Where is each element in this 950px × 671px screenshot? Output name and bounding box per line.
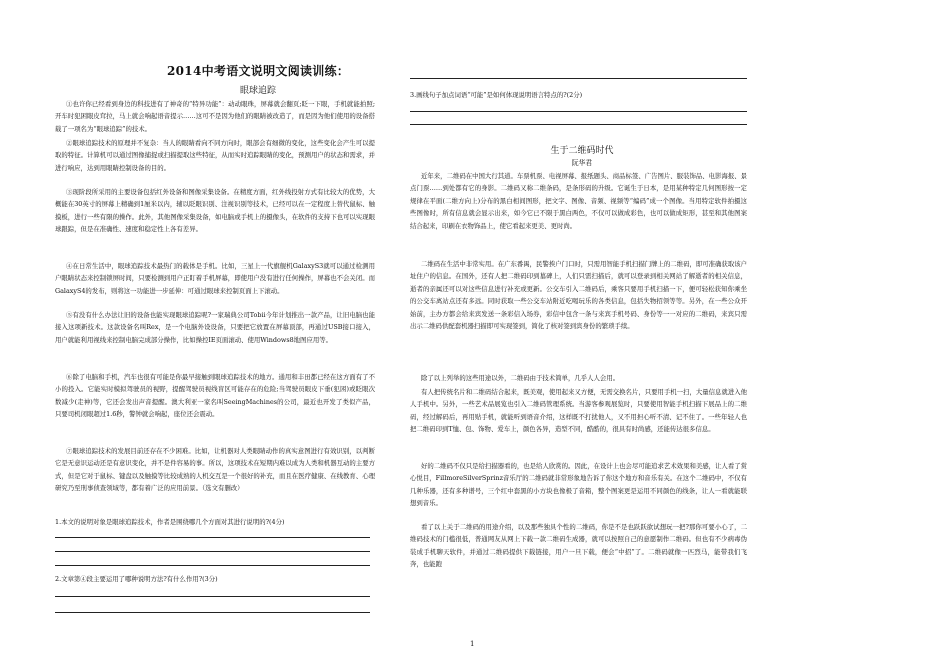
answer-line[interactable] — [55, 551, 370, 552]
article1-paragraph: ③现阶段所采用的主要设备包括红外设备和图像采集设备。在精度方面，红外线投射方式有比较大的优势，大概能在30英寸的屏幕上精确到1厘米以内，辅以眨眼识别、注视识别等技术，已经可以在一定程度上替代鼠标、触摸板，进行一些有限的操作。此外，其他图像采集设备，如电脑或手机上的摄像头，在软件的支持下也可以实现眼球跟踪，但是在准确性、速度和稳定性上各有差异。 — [55, 188, 375, 234]
answer-line[interactable] — [55, 537, 370, 538]
article2-paragraph: 有人把传统名片和二维码结合起来，既美观，使用起来又方便，无需交换名片，只要用手机一扫，大量信息就进入他人手机中。另外，一些艺术品展览也引入二维码管理系统。当游客参观展览时，只要使用智能手机扫描下展品上的二维码，经过解码后，再用贴手机，就能听到语音介绍，这样既不打扰他人，又不用担心听不清、记不住了。一些年轻人也把二维码印到T恤、包、饰物、爱车上，颜色各异，造型不同，酷酷的，很具有时尚感，还能传达很多信息。 — [410, 388, 747, 434]
page-number: 1 — [470, 640, 475, 648]
article2-paragraph: 近年来，二维码在中国大行其道。车票机票、电视屏幕、报纸题头、商品标签、广告图片、服装饰品、电影海报、景点门票……到处都有它的身影。二维码又称二维条码，是条形码的升级。它诞生于日本，是用某种特定几何图形按一定规律在平面(二维方向上)分布的黑白相间图形，把文字、图像、音频、视频等“编码”成一个图像。当用特定软件拍摄这些图像时，所有信息就会显示出来，如今它已不限于黑白两色，不仅可以做成彩色，也可以做成矩形，甚至和其他图案结合起来，印刷在衣物饰品上，使它看起来更美、更时尚。 — [410, 172, 747, 230]
article2-paragraph: 看了以上关于二维码的用途介绍，以及那些独具个性的二维码，你是不是也跃跃欲试想玩一把?那你可要小心了，二维码技术的门槛很低，普通网友从网上下载一款二维码生成器，就可以按照自己的意愿制作二维码。但也有不少病毒伪装成手机聊天软件，并通过二维码提供下载链接，用户一旦下载，便会“中招”了。二维码就像一匹烈马，能带我们飞奔，也能跑 — [410, 523, 747, 569]
article2-title: 生于二维码时代 — [550, 146, 614, 156]
article1-paragraph: ⑥除了电脑和手机，汽车也很有可能是你最早接触到眼球追踪技术的地方。通用和丰田都已经在这方面有了不小的投入。它能实时模拟驾驶员的视野，提醒驾驶员视线盲区可能存在的危险;当驾驶员眼皮下垂(犯困)或眨眼次数减少(走神)等，它还会发出声音提醒。澳大利亚一家名叫SeeingMachines的公司，最近也开发了类似产品，只要司机闭眼超过1.6秒，警钟就会响起，座位还会震动。 — [55, 373, 375, 419]
question-1: 1.本文的说明对象是眼球追踪技术，作者是围绕哪几个方面对其进行说明的?(4分) — [55, 518, 285, 526]
main-title: 2014中考语文说明文阅读训练： — [167, 64, 350, 78]
article2-paragraph: 好的二维码不仅只是给扫描器看的，也是给人欣赏的。因此，在设计上也会尽可能追求艺术效果和美感，让人看了赏心悦目，FillmoreSilverSprinz音乐厅的二维码就非常形象地告诉了你这个地方和音乐有关。在这个二维码中，不仅有几种乐器，还有多种谱号，三个红中套黑的小方块也像极了音箱，整个图案更是运用不同颜色的线条，让人一看就能联想到音乐。 — [410, 462, 747, 508]
article1-paragraph: ⑦眼球追踪技术的发展目前还存在不少困难。比如，让机器对人类眼睛动作的真实意图进行有效识别，以判断它是无意识运动还是有意识变化，并不是件容易的事。所以，这项技术在短期内难以成为人类和机器互动的主要方式，但是它对于鼠标、键盘以及触摸等比较成熟的人机交互是一个很好的补充，而且在医疗健康、在线教育、心理研究乃至刑事侦查领域等，都有着广泛的应用前景。（选文有删改） — [55, 447, 375, 493]
question-3: 3.画线句子加点词语“可能”是如何体现说明语言特点的?(2分) — [410, 91, 583, 99]
article1-title: 眼球追踪 — [240, 86, 277, 96]
answer-line[interactable] — [410, 124, 747, 125]
article2-author: 阮华君 — [571, 159, 593, 167]
article1-paragraph: ①也许你已经看到身边的科技进有了神奇的“特异功能”：动动眼珠，屏幕就会翻页;眨一下眼，手机就能拍照;开车时犯困眼皮耷拉，马上就会响起语音提示……这可不是因为他们的眼睛被改造了，而是因为他们使用的设备搭载了一项名为“眼球追踪”的技术。 — [55, 100, 375, 133]
answer-line[interactable] — [55, 565, 370, 566]
article1-paragraph: ④在日常生活中，眼球追踪技术最热门的载体是手机。比如，三星上一代旗舰机GalaxyS3就可以通过检测用户眼睛状态来控制锁屏时间，只要检测到用户正盯着手机屏幕，即使用户没有进行任何操作，屏幕也不会关闭。而GalaxyS4的发布，则将这一功能进一步延伸：可通过眼球来控制页面上下滚动。 — [55, 262, 375, 295]
answer-line[interactable] — [55, 612, 370, 613]
answer-line[interactable] — [410, 78, 747, 79]
article2-paragraph: 除了以上列举的这些用途以外，二维码由于技术简单，几乎人人会用。 — [421, 374, 620, 382]
article1-paragraph: ②眼球追踪技术的原理并不复杂：当人的眼睛看向不同方向时，眼部会有细微的变化，这些变化会产生可以提取的特征。计算机可以通过图像捕捉或扫描提取这些特征，从而实时追踪眼睛的变化，预测用户的状态和需求，并进行响应，达到用眼睛控制设备的目的。 — [55, 139, 375, 172]
article2-paragraph: 二维码在生活中非常实用。在广东番禺，民警挨户门口时，只需用智能手机扫描门牌上的二维码，即可准确获取该户址住户的信息。在国外，还有人把二维码印到墓碑上，人们只需扫描后，就可以登录到相关网站了解逝者的相关信息，逝者的亲属还可以对这些信息进行补充或更新。公交车引入二维码后，乘客只要用手机扫描一下，便可轻松获知你乘坐的公交车离站点还有多远。同时获取一些公交车站附近吃喝玩乐的各类信息，包括失物招领等等。另外，在一些公众开始前，主办方都会给来宾发送一条彩信入场券，彩信中包含一条与来宾手机号码、身份等一一对应的二维码，来宾只需出示二维码供配套机器扫描即可实现签到，简化了核对签到宾身份的繁琐手续。 — [410, 260, 747, 331]
answer-line[interactable] — [55, 596, 370, 597]
question-2: 2.文章第④段主要运用了哪种说明方法?有什么作用?(3分) — [55, 575, 218, 583]
answer-line[interactable] — [410, 111, 747, 112]
article1-paragraph: ⑤有没有什么办法让旧的设备也能实现眼球追踪呢?一家瑞典公司Tobii今年计划推出一款产品，让旧电脑也能接入这项新技术。这款设备名叫Rex，是一个电脑外设设备，只要把它放置在屏幕顶部，再通过USB接口接入，用户就能利用视线来控制电脑完成部分操作，比如操控IE页面滚动、使用Windows8地图应用等。 — [55, 311, 375, 344]
